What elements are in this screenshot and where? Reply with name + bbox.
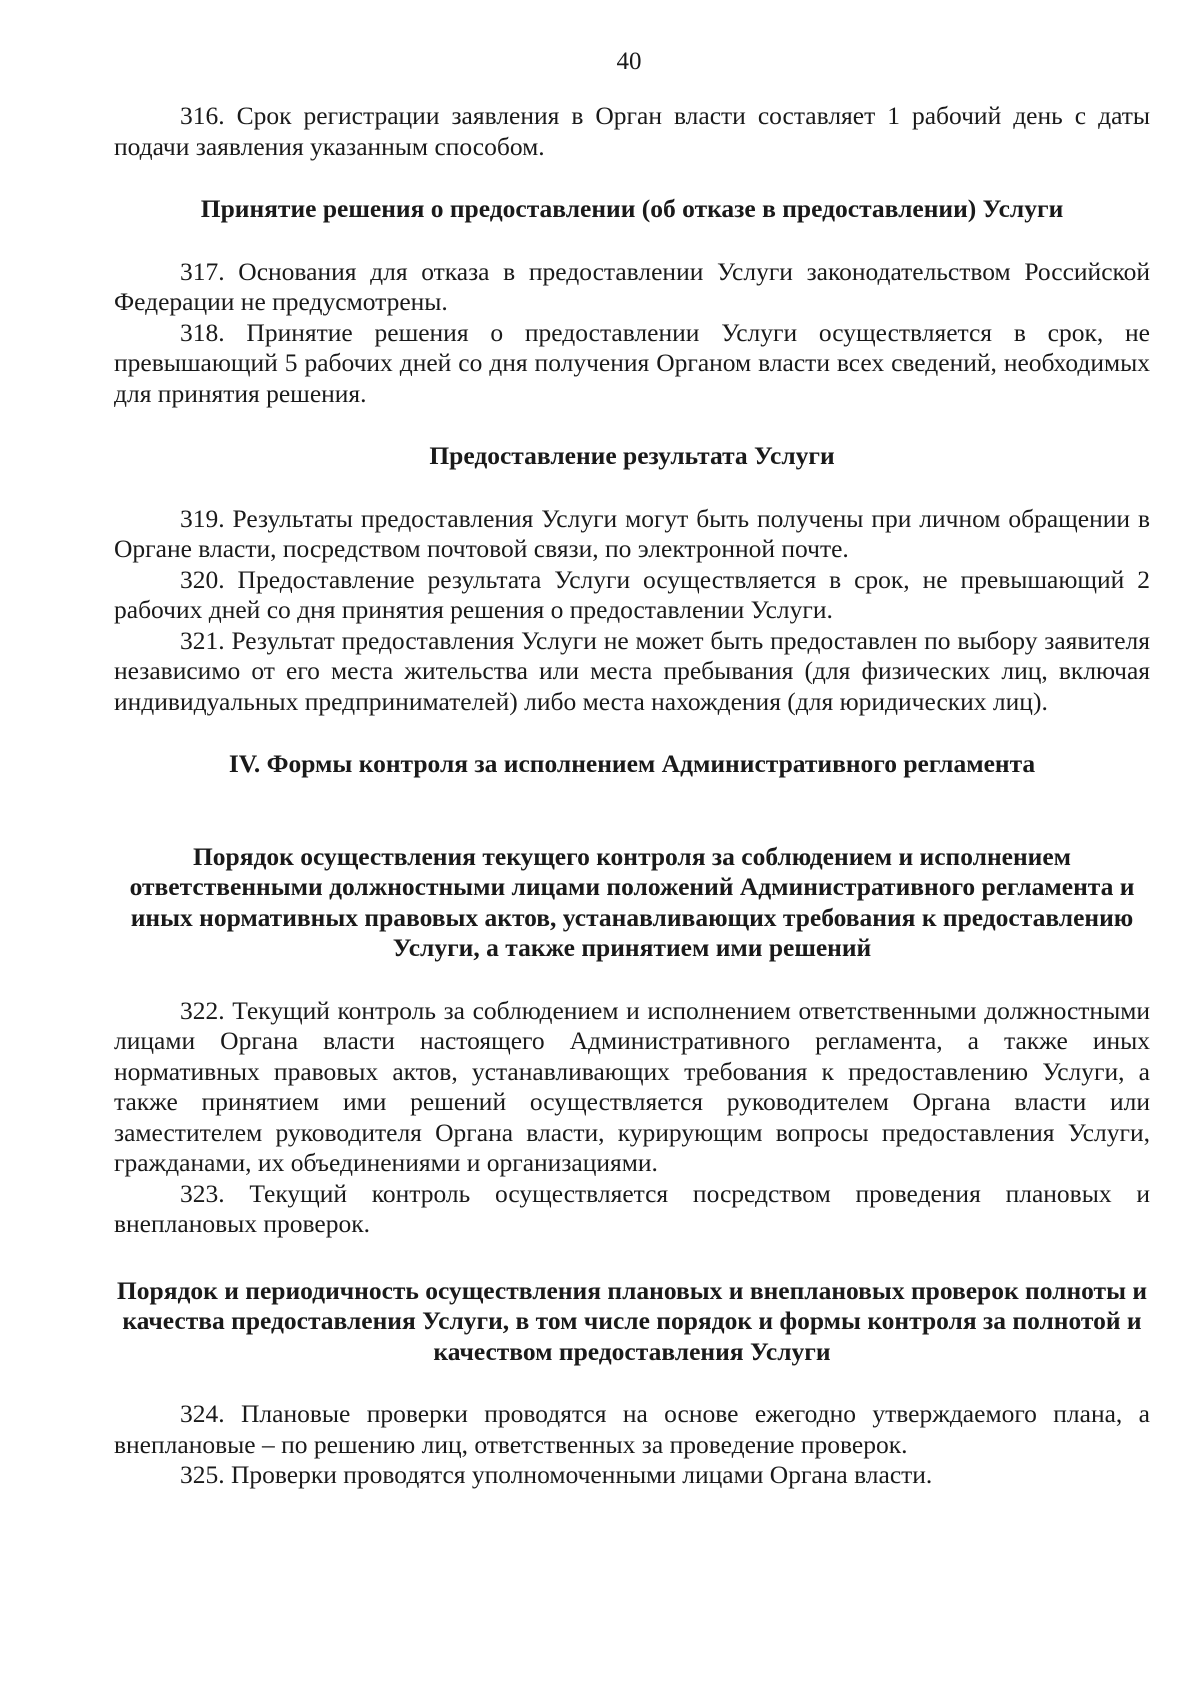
chapter-heading-iv: IV. Формы контроля за исполнением Административного регламента <box>228 749 1036 778</box>
paragraph-323: 323. Текущий контроль осуществляется посредством проведения плановых и внеплановых проверок. <box>114 1178 1150 1238</box>
paragraph-321: 321. Результат предоставления Услуги не может быть предоставлен по выбору заявителя независимо от его места жительства или места пребывания (для физических лиц, включая индивидуальных предпринимателей) либо места нахождения (для юридических лиц). <box>114 625 1150 716</box>
paragraph-320: 320. Предоставление результата Услуги осуществляется в срок, не превышающий 2 рабочих дней со дня принятия решения о предоставлении Услуги. <box>114 564 1150 624</box>
section-heading-result: Предоставление результата Услуги <box>429 441 835 470</box>
page-number: 40 <box>616 48 642 75</box>
section-heading-inspections: Порядок и периодичность осуществления плановых и внеплановых проверок полноты и качества предоставления Услуги, в том числе порядок и формы контроля за полнотой и качеством предоставления Услуги <box>116 1275 1148 1366</box>
spacer <box>114 964 1150 996</box>
paragraph-319: 319. Результаты предоставления Услуги могут быть получены при личном обращении в Органе власти, посредством почтовой связи, по электронной почте. <box>114 503 1150 563</box>
spacer <box>114 409 1150 441</box>
paragraph-318: 318. Принятие решения о предоставлении Услуги осуществляется в срок, не превышающий 5 рабочих дней со дня получения Органом власти всех сведений, необходимых для принятия решения. <box>114 317 1150 408</box>
spacer <box>114 1240 1150 1276</box>
paragraph-324: 324. Плановые проверки проводятся на основе ежегодно утверждаемого плана, а внеплановые – по решению лиц, ответственных за проведение проверок. <box>114 1399 1150 1459</box>
paragraph-322: 322. Текущий контроль за соблюдением и исполнением ответственными должностными лицами Органа власти настоящего Административного регламента, а также иных нормативных правовых актов, устанавливающих требования к предоставлению Услуги, а также принятием ими решений осуществляется руководителем Органа власти или заместителем руководителя Органа власти, курирующим вопросы предоставления Услуги, гражданами, их объединениями и организациями. <box>114 995 1150 1177</box>
section-heading-decision: Принятие решения о предоставлении (об отказе в предоставлении) Услуги <box>200 194 1064 223</box>
spacer <box>114 1367 1150 1399</box>
document-body <box>114 101 1150 1491</box>
spacer <box>114 717 1150 749</box>
spacer <box>114 225 1150 257</box>
paragraph-325: 325. Проверки проводятся уполномоченными лицами Органа власти. <box>180 1460 933 1489</box>
spacer <box>114 472 1150 504</box>
section-heading-current-control: Порядок осуществления текущего контроля за соблюдением и исполнением ответственными должностными лицами положений Административного регламента и иных нормативных правовых актов, устанавливающих требования к предоставлению Услуги, а также принятием ими решений <box>129 841 1135 962</box>
spacer <box>114 162 1150 194</box>
paragraph-317: 317. Основания для отказа в предоставлении Услуги законодательством Российской Федерации не предусмотрены. <box>114 256 1150 316</box>
paragraph-316: 316. Срок регистрации заявления в Орган власти составляет 1 рабочий день с даты подачи заявления указанным способом. <box>114 101 1150 161</box>
spacer <box>114 780 1150 842</box>
